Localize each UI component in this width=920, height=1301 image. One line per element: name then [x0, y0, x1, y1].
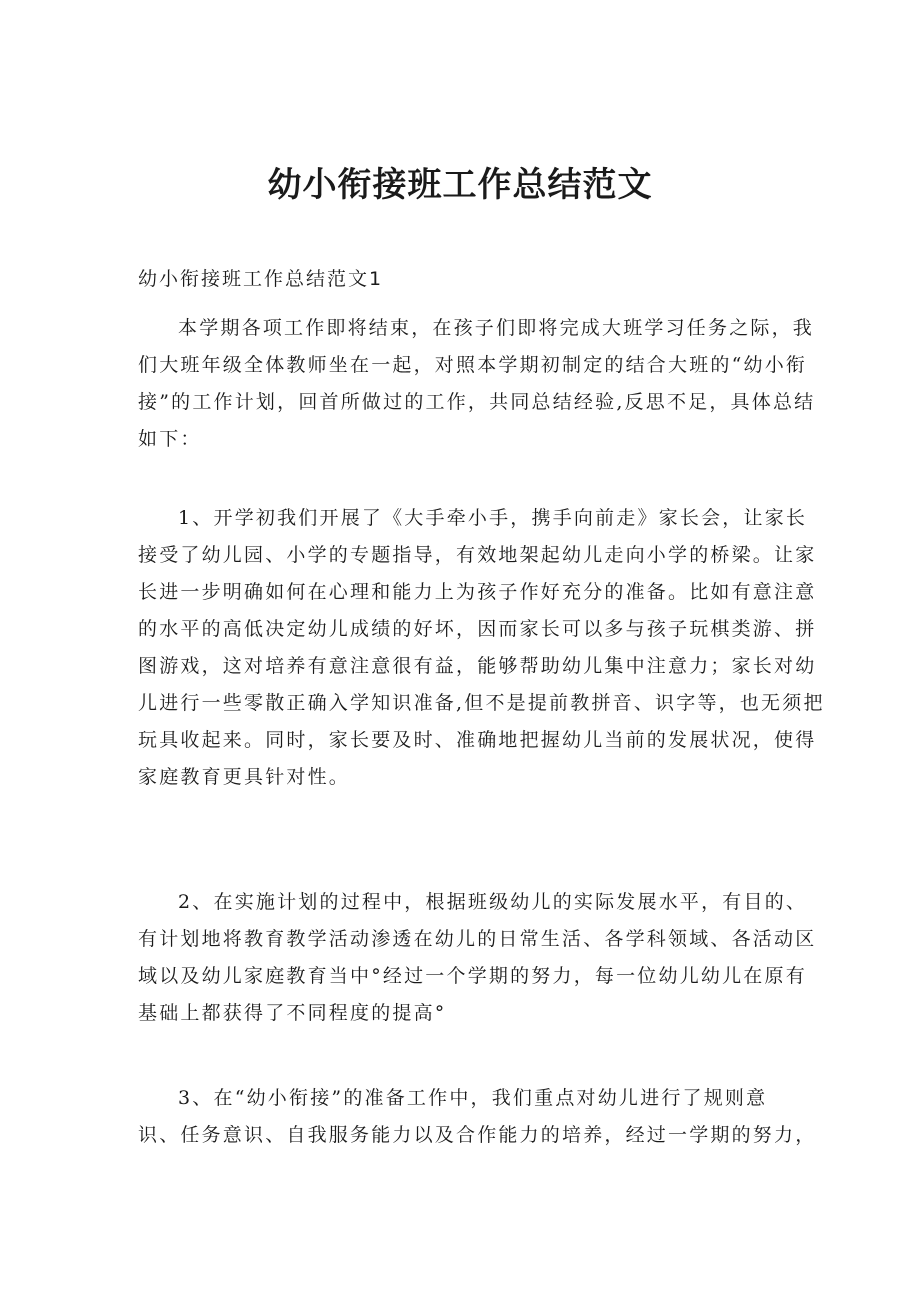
paragraph-line: 有计划地将教育教学活动渗透在幼儿的日常生活、各学科领域、各活动区 [138, 928, 817, 950]
paragraph-item-3 [138, 1080, 817, 1154]
paragraph-line: 长进一步明确如何在心理和能力上为孩子作好充分的准备。比如有意注意 [138, 581, 817, 603]
paragraph-line: 儿进行一些零散正确入学知识准备,但不是提前教拼音、识字等，也无须把 [138, 692, 825, 714]
paragraph-line: 玩具收起来。同时，家长要及时、准确地把握幼儿当前的发展状况，使得 [138, 729, 817, 751]
paragraph-intro [138, 310, 816, 458]
paragraph-line: 接受了幼儿园、小学的专题指导，有效地架起幼儿走向小学的桥梁。让家 [138, 544, 817, 566]
paragraph-line: 本学期各项工作即将结束，在孩子们即将完成大班学习任务之际，我 [178, 317, 815, 339]
paragraph-line: 基础上都获得了不同程度的提高° [138, 1002, 447, 1024]
paragraph-line: 2、在实施计划的过程中，根据班级幼儿的实际发展水平，有目的、 [178, 891, 808, 913]
paragraph-line: 1、开学初我们开展了《大手牵小手，携手向前走》家长会，让家长 [178, 507, 808, 529]
paragraph-line: 识、任务意识、自我服务能力以及合作能力的培养，经过一学期的努力， [138, 1124, 817, 1146]
paragraph-line: 们大班年级全体教师坐在一起，对照本学期初制定的结合大班的“幼小衔 [138, 354, 808, 376]
section-heading: 幼小衔接班工作总结范文1 [138, 268, 384, 290]
paragraph-line: 域以及幼儿家庭教育当中°经过一个学期的努力，每一位幼儿幼儿在原有 [138, 965, 807, 987]
paragraph-line: 接”的工作计划，回首所做过的工作，共同总结经验,反思不足，具体总结 [138, 391, 816, 413]
paragraph-item-1 [138, 500, 825, 796]
document-title: 幼小衔接班工作总结范文 [267, 165, 653, 205]
paragraph-line: 的水平的高低决定幼儿成绩的好坏，因而家长可以多与孩子玩棋类游、拼 [138, 618, 817, 640]
paragraph-line: 家庭教育更具针对性。 [138, 766, 351, 788]
paragraph-line: 图游戏，这对培养有意注意很有益，能够帮助幼儿集中注意力；家长对幼 [138, 655, 817, 677]
paragraph-line: 3、在“幼小衔接”的准备工作中，我们重点对幼儿进行了规则意 [178, 1087, 768, 1109]
paragraph-line: 如下： [138, 428, 202, 450]
paragraph-item-2 [138, 884, 817, 1032]
